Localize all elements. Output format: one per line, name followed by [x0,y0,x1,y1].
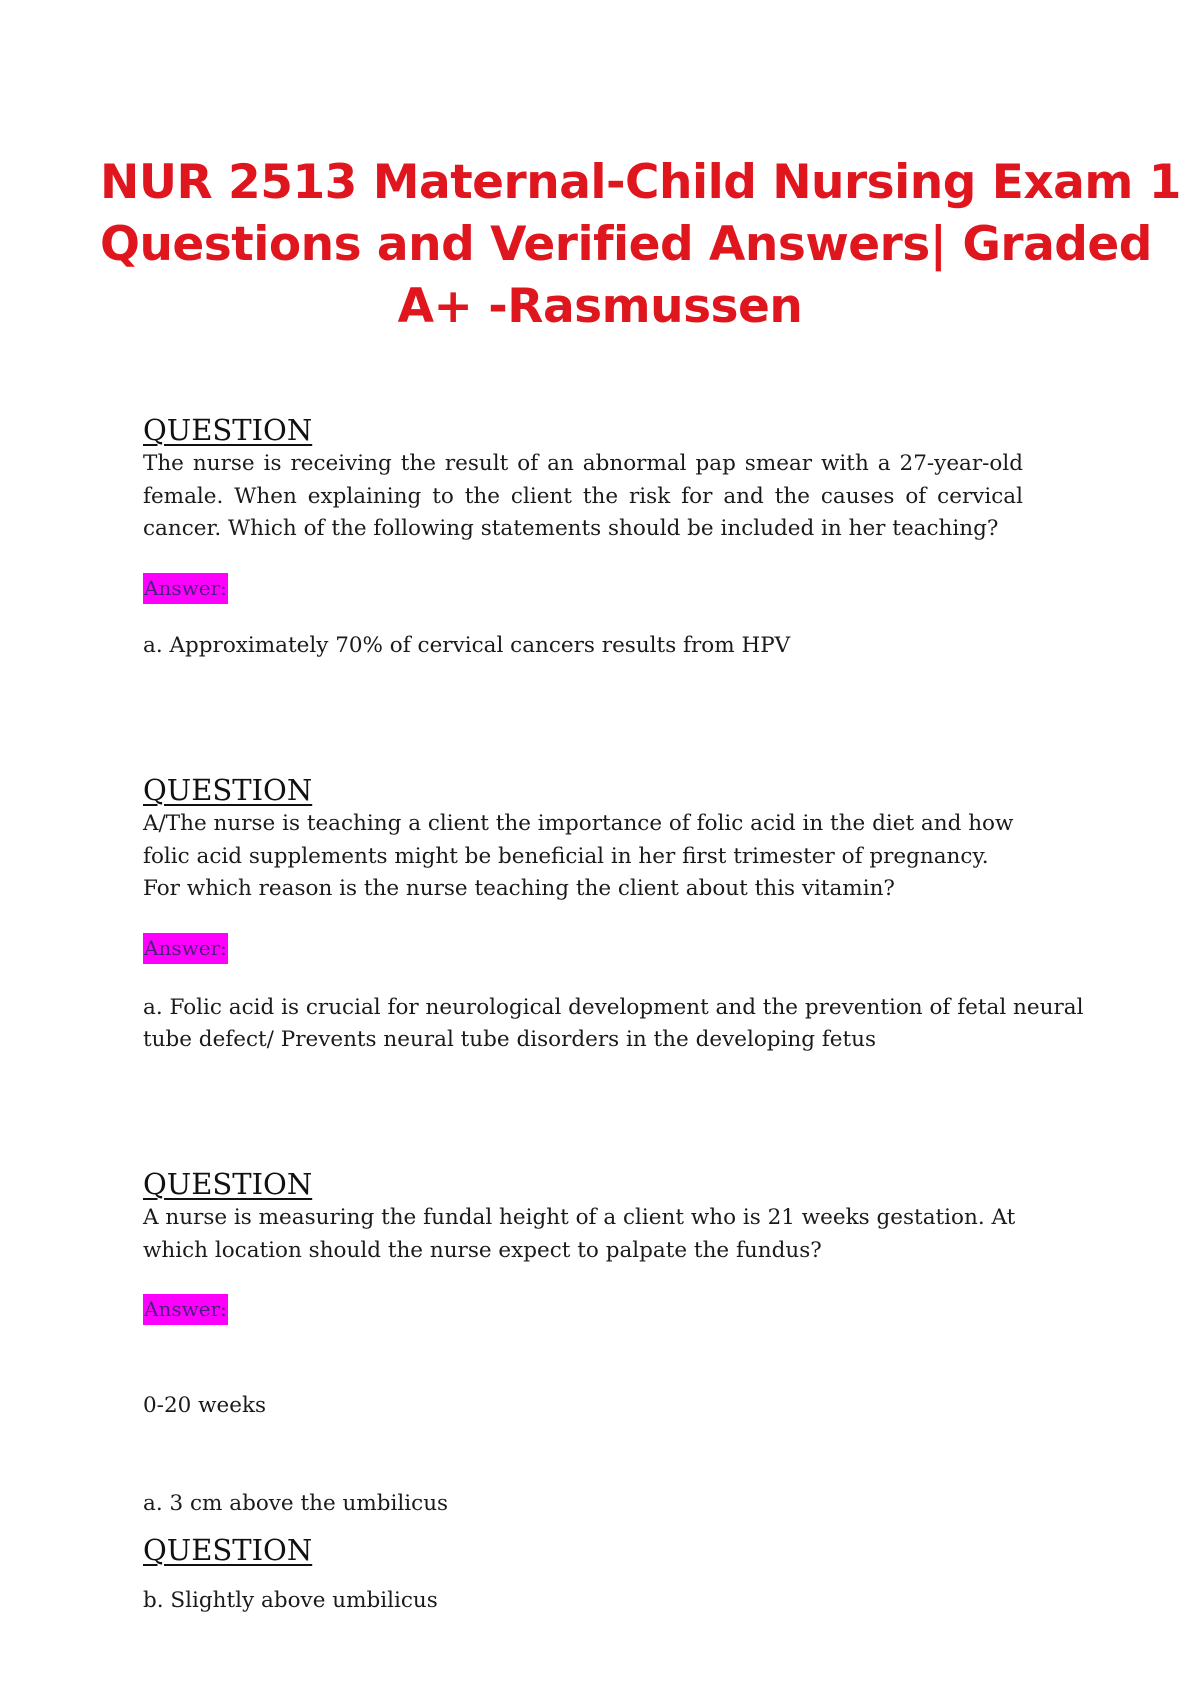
answer-line: b. Slightly above umbilicus [143,1588,438,1613]
question-text: A nurse is measuring the fundal height of a client who is 21 weeks gestation. At which location should the nurse expect to palpate the fundus? [143,1205,1016,1263]
title-line-3: A+ -Rasmussen [397,279,803,334]
question-heading: QUESTION [143,1533,313,1567]
answer-label: Answer: [143,573,228,604]
answer-text [143,1325,1023,1683]
answer-line: a. Folic acid is crucial for neurological development and the prevention of fetal neural [143,994,1084,1020]
question-heading: QUESTION [143,1167,313,1201]
question-text: The nurse is receiving the result of an abnormal pap smear with a 27-year-old female. When explaining to the client the risk for and the causes of cervical cancer. Which of the following statements should be included in her teaching? [143,451,1023,541]
question-heading: QUESTION [143,773,313,807]
question-heading: QUESTION [143,413,313,447]
answer-line: 0-20 weeks [143,1393,267,1418]
question-block-3 [143,1166,1023,1683]
answer-label: Answer: [143,933,228,964]
title-line-1: NUR 2513 Maternal-Child Nursing Exam 1 [100,155,1181,210]
question-text: A/The nurse is teaching a client the importance of folic acid in the diet and how folic acid supplements might be beneficial in her first trimester of pregnancy. For which reason is the nurse teaching the client about this vitamin? [143,811,1014,901]
answer-line: a. Approximately 70% of cervical cancers results from HPV [143,632,791,658]
question-block-2 [143,772,1084,1057]
title-line-2: Questions and Verified Answers| Graded [100,217,1152,272]
question-block-4 [143,1532,1023,1568]
answer-line: tube defect/ Prevents neural tube disorders in the developing fetus [143,1027,877,1052]
answer-text [143,630,1023,663]
question-block-1 [143,412,1023,662]
document-title [100,152,1181,338]
answer-text [143,992,1084,1057]
answer-line: a. 3 cm above the umbilicus [143,1490,449,1516]
answer-label: Answer: [143,1294,228,1325]
